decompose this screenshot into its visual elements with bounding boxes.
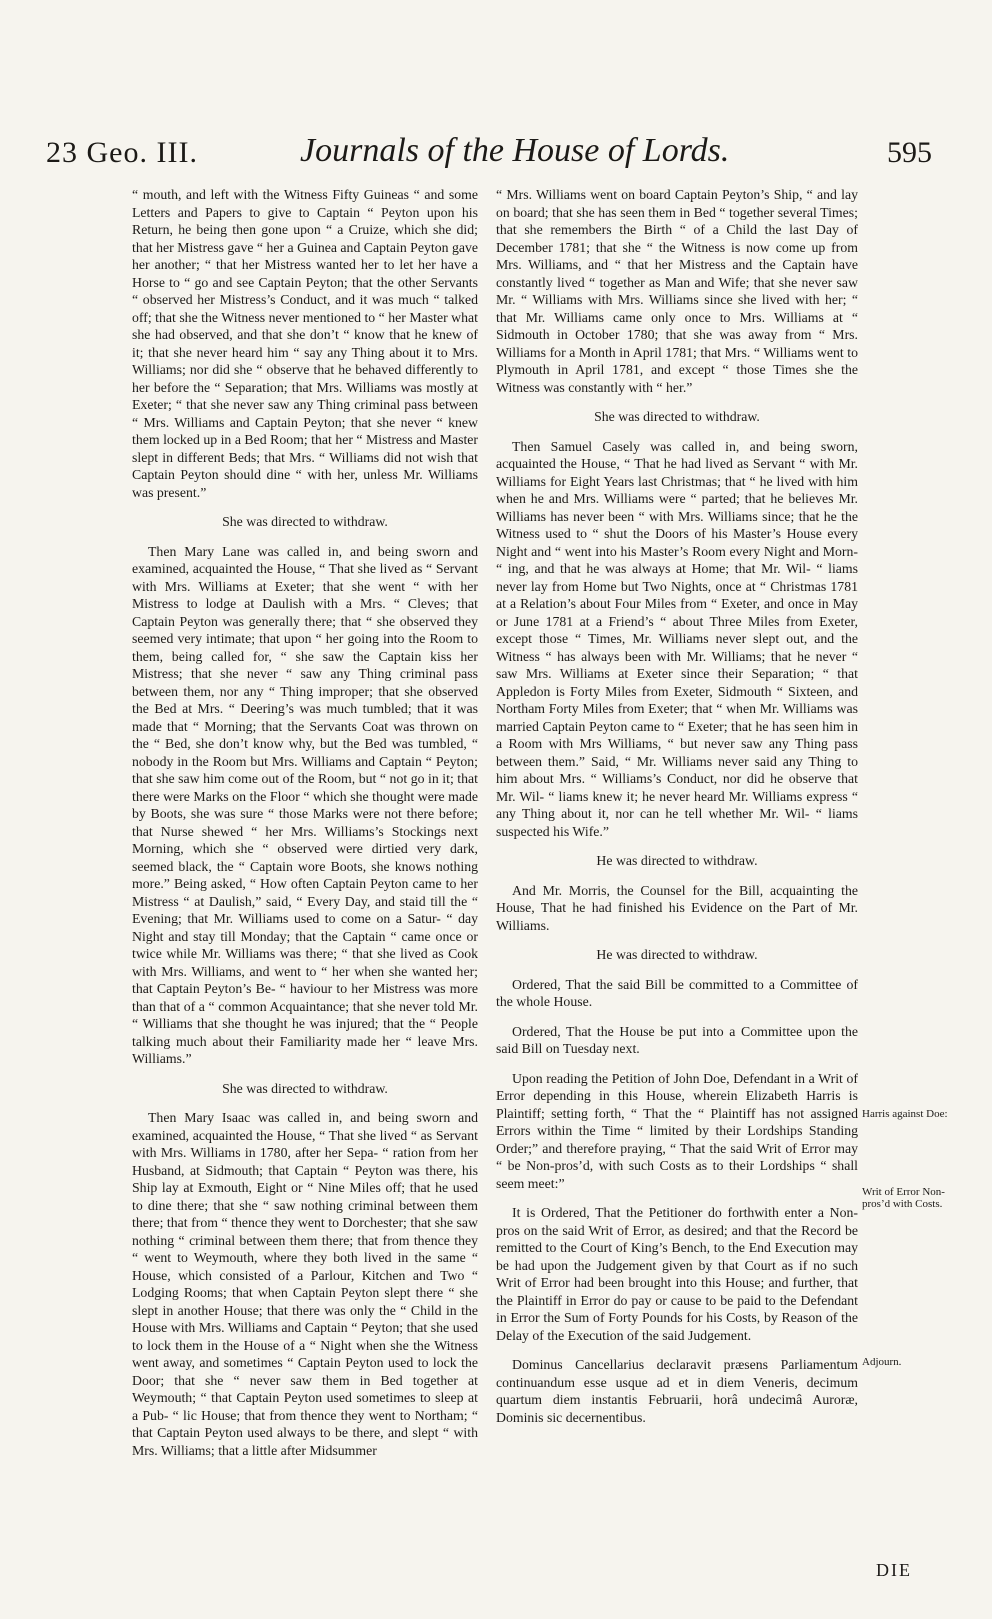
- mary-lane-testimony: Then Mary Lane was called in, and being sworn and examined, acquainted the House, “ That she lived as “ Servant with Mrs. Williams at Exeter; that she went “ with her Mistress to lodge at Daulish with a Mrs. “ Cleves; that Captain Peyton was generally there; that “ she observed they seemed very intimate; that upon “ her going into the Room to them, being called for, “ she saw the Captain kiss her Mistress; that she never “ saw any Thing criminal pass between them, nor any “ Thing improper; that she observed the Bed at Mrs. “ Deering’s was much tumbled; that it was made that “ Morning; that the Servants Coat was thrown on the “ Bed, she don’t know why, but the Bed was tumbled, “ nobody in the Room but Mrs. Williams and Captain “ Peyton; that she saw him come out of the Room, but “ not go in it; that there were Marks on the Floor “ which she thought were made by Boots, she was sure “ those Marks were not there before; that Nurse shewed “ her Mrs. Williams’s Stockings next Morning, which she “ observed were dirtied very dark, seemed black, the “ Captain wore Boots, she knows nothing more.” Being asked, “ How often Captain Peyton came to her Mistress “ at Daulish,” said, “ Every Day, and staid till the “ Evening; that Mr. Williams used to come on a Satur- “ day Night and stay till Monday; that the Captain “ came once or twice while Mr. Williams was there; “ that she lived as Cook with Mrs. Williams, and went to “ her when she wanted her; that Captain Peyton’s Be- “ haviour to her Mistress was more than that of a “ common Acquaintance; that she never told Mr. “ Williams that she thought he was injured; that the “ People talking much about their Familiarity made her “ leave Mrs. Williams.”: [132, 543, 478, 1066]
- withdraw-note: She was directed to withdraw.: [222, 1080, 388, 1096]
- right-column: [496, 186, 858, 1426]
- testimony-continued: “ Mrs. Williams went on board Captain Peyton’s Ship, “ and lay on board; that she has seen them in Bed “ together several Times; that she remembers the Birth “ of a Child the last Day of December 1781; that she “ the Witness is now come up from Mrs. Williams, and “ that her Mistress and the Captain have constantly lived “ together as Man and Wife; that she never saw Mr. “ Williams with Mrs. Williams since she lived with her; “ that Mr. Williams came only once to Mrs. Williams at “ Sidmouth in October 1780; that she was away from “ Mrs. Williams for a Month in April 1781; that Mrs. “ Williams went to Plymouth in April 1781, and except “ those Times she the Witness was constantly with “ her.”: [496, 187, 858, 395]
- running-head-left: 23 Geo. III.: [46, 136, 198, 169]
- catchword: DIE: [876, 1560, 912, 1580]
- order-non-pros: It is Ordered, That the Petitioner do forthwith enter a Non-pros on the said Writ of Error, as desired; and that the Record be remitted to the Court of King’s Bench, to the End Execution may be had upon the Judgement given by that Court as if no such Writ of Error had been brought into this House; and further, that the Plaintiff in Error do pay or cause to be paid to the Defendant in Error the Sum of Forty Pounds for his Costs, by Reason of the Delay of the Execution of the said Judgement.: [496, 1205, 858, 1343]
- mary-isaac-testimony: Then Mary Isaac was called in, and being sworn and examined, acquainted the House, “ That she lived “ as Servant with Mrs. Williams in 1780, after her Sepa- “ ration from her Husband, at Sidmouth; that Captain “ Peyton was there, his Ship lay at Exmouth, Eight or “ Nine Miles off; that he used to dine there; that she “ saw nothing criminal between them there; that from “ thence they went to Dorchester; that she saw nothing “ criminal between them there; that from thence they “ went to Weymouth, where they both lived in the same “ House, which consisted of a Parlour, Kitchen and Two “ Lodging Rooms; that when Captain Peyton slept there “ she slept in another House; that there was only the “ Child in the House with Mrs. Williams and Captain “ Peyton; that she used to lock them in the House of a “ Night when she the Witness went away, and sometimes “ Captain Peyton used to lock the Door; that she “ never saw them in Bed together at Weymouth; “ that Captain Peyton used sometimes to sleep at a Pub- “ lic House; that from thence they went to Northam; “ that Captain Peyton used always to be there, and slept “ with Mrs. Williams; that a little after Midsummer: [132, 1110, 478, 1458]
- order-committee-date: Ordered, That the House be put into a Committee upon the said Bill on Tuesday next.: [496, 1023, 858, 1056]
- petition-paragraph: Upon reading the Petition of John Doe, Defendant in a Writ of Error depending in this House, wherein Elizabeth Harris is Plaintiff; setting forth, “ That the “ Plaintiff has not assigned Errors within the Time “ limited by their Lordships Standing Order;” and therefore praying, “ That the said Writ of Error may “ be Non-pros’d, with such Costs as to their Lordships “ shall seem meet:”: [496, 1070, 858, 1191]
- adjournment: Dominus Cancellarius declaravit præsens Parliamentum continuandum esse usque ad et in diem Veneris, decimum quartum diem instantis Februarii, horâ undecimâ Auroræ, Dominis sic decernentibus.: [496, 1357, 858, 1425]
- running-head-title: Journals of the House of Lords.: [300, 132, 730, 169]
- left-column: [132, 186, 478, 1459]
- margin-note-adjourn: Adjourn.: [862, 1356, 902, 1368]
- withdraw-note: He was directed to withdraw.: [596, 947, 758, 962]
- testimony-continued: “ mouth, and left with the Witness Fifty Guineas “ and some Letters and Papers to give to Captain “ Peyton upon his Return, he being then gone upon “ a Cruize, which she did; that her Mistress gave “ her a Guinea and Captain Peyton gave her another; “ that her Mistress wanted her to let her have a Horse to “ go and see Captain Peyton; that the other Servants “ observed her Mistress’s Conduct, and it was much “ talked off; that she the Witness never mentioned to “ her Master what she had observed, and that she don’t “ know that he knew of it; that she never heard him “ say any Thing about it to Mrs. Williams; nor did she “ observe that he behaved differently to her before the “ Separation; that Mrs. Williams was mostly at Exeter; “ that she never saw any Thing criminal pass between “ Mrs. Williams and Captain Peyton; that she never “ knew them locked up in a Bed Room; that her “ Mistress and Master slept in different Beds; that Mrs. “ Williams did not wish that Captain Peyton should dine “ with her, unless Mr. Williams was present.”: [132, 187, 478, 500]
- withdraw-note: He was directed to withdraw.: [596, 853, 758, 868]
- withdraw-note: She was directed to withdraw.: [222, 514, 388, 529]
- samuel-casely-testimony: Then Samuel Casely was called in, and being sworn, acquainted the House, “ That he had lived as Servant “ with Mr. Williams for Eight Years last Christmas; that “ he lived with him when he and Mrs. Williams were “ parted; that he believes Mr. Williams has never been “ with Mrs. Williams since; that he the Witness used to “ shut the Doors of his Master’s House every Night and “ went into his Master’s Room every Night and Morn- “ ing, and that he was always at Home; that Mr. Wil- “ liams never lay from Home but Two Nights, once at “ Christmas 1781 at a Relation’s about Four Miles from “ Exeter, and once in May or June 1781 at a Friend’s “ about Three Miles from Exeter, except those “ Times, Mr. Williams never slept out, and the Witness “ has always been with Mr. Williams; that he never “ saw Mrs. Williams at Exeter since their Separation; “ that Appledon is Forty Miles from Exeter, Sidmouth “ Sixteen, and Northam Forty Miles from Exeter; that “ when Mr. Williams was married Captain Peyton came to “ Exeter; that he has seen him in a Room with Mrs Williams, “ but never saw any Thing pass between them.” Said, “ Mr. Williams never said any Thing to him about Mrs. “ Williams’s Conduct, nor did he observe that Mr. Wil- “ liams knew it; he never heard Mr. Williams express “ any Thing about it, nor can he tell whether Mr. Wil- “ liams suspected his Wife.”: [496, 438, 858, 839]
- withdraw-note: She was directed to withdraw.: [594, 409, 760, 424]
- margin-note-writ: Writ of Error Non-pros’d with Costs.: [862, 1186, 945, 1210]
- margin-note-harris: Harris against Doe:: [862, 1108, 948, 1120]
- order-committee: Ordered, That the said Bill be committed to a Committee of the whole House.: [496, 976, 858, 1009]
- counsel-statement: And Mr. Morris, the Counsel for the Bill, acquainting the House, That he had finished his Evidence on the Part of Mr. Williams.: [496, 882, 858, 933]
- page-number: 595: [887, 136, 932, 169]
